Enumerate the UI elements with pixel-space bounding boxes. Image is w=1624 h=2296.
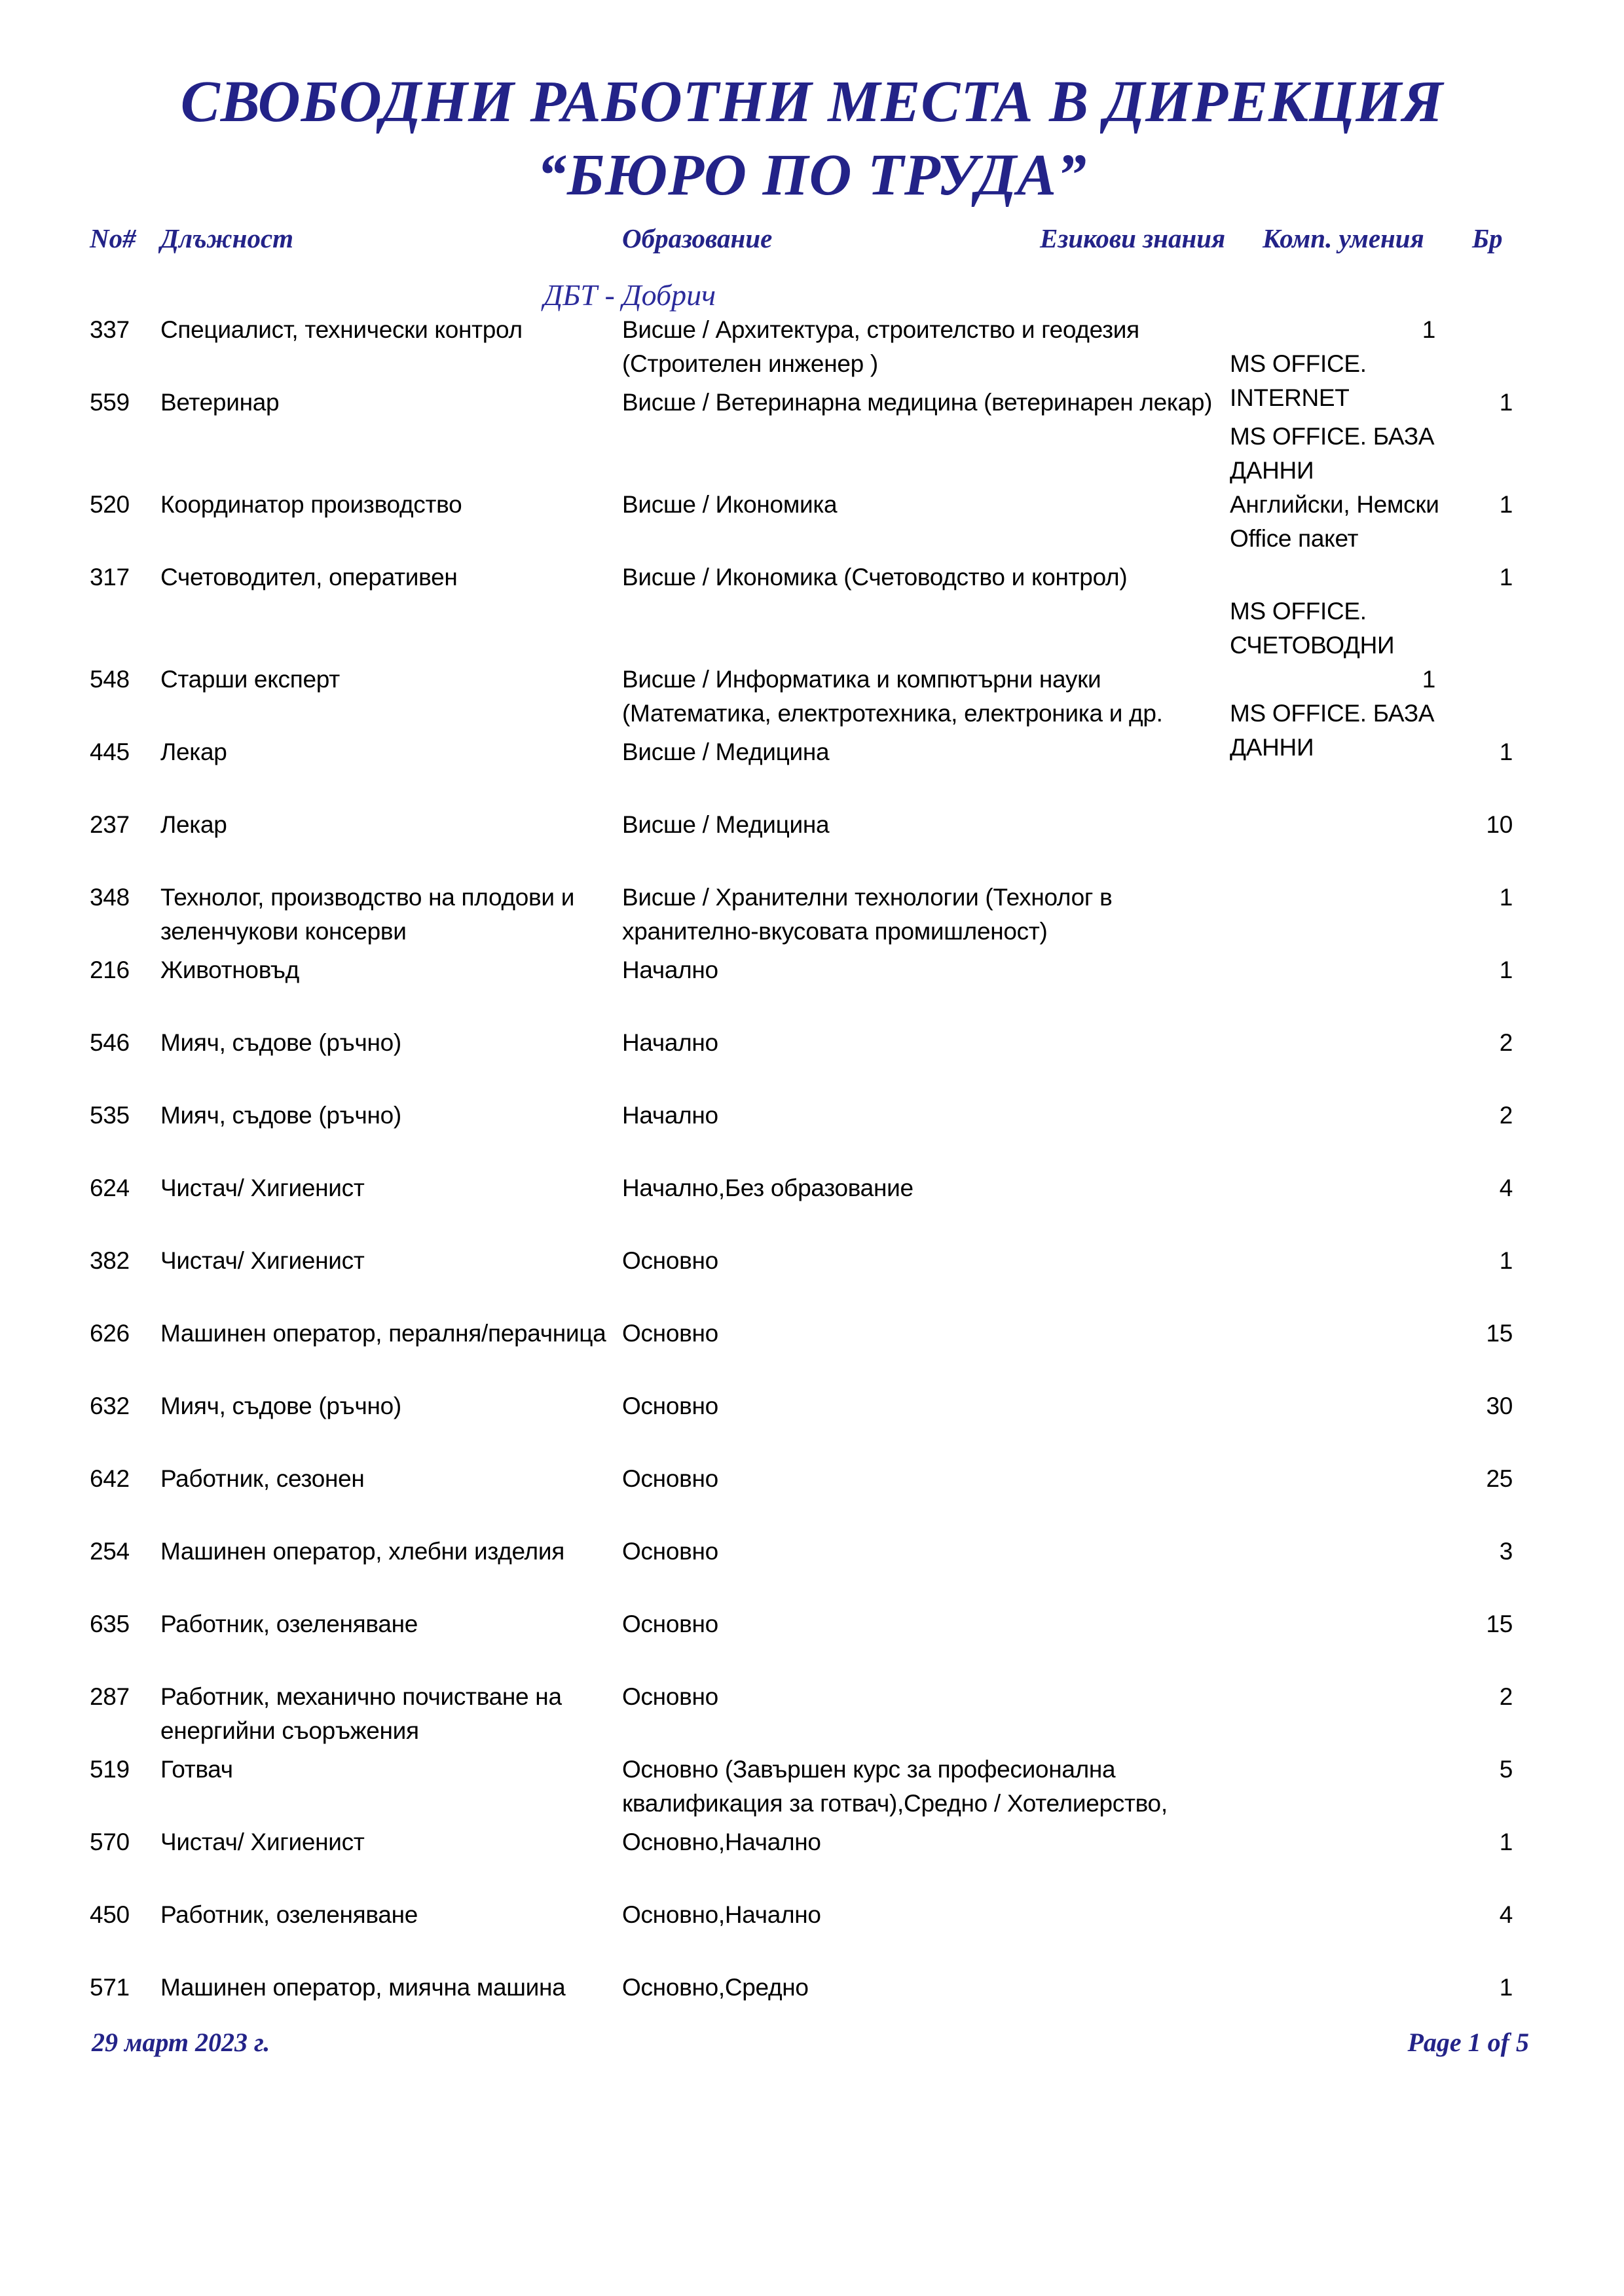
text-line: 624 [90,1175,130,1201]
row-position-cell [160,1026,622,1060]
table-row [90,560,1534,663]
column-header-education: Образование [622,223,773,253]
row-position-cell [160,1171,622,1205]
row-count-cell [1230,313,1457,347]
text-line: Чистач/ Хигиенист [160,1247,365,1274]
text-line: Мияч, съдове (ръчно) [160,1102,401,1129]
text-line: 450 [90,1901,130,1928]
text-line: Начално [622,1029,718,1056]
text-line: 1 [1499,957,1513,983]
text-line: Машинен оператор, хлебни изделия [160,1538,564,1565]
row-position-cell [160,953,622,987]
row-count-cell [1457,1099,1534,1133]
text-line: 1 [1499,738,1513,765]
row-number-cell [90,1026,160,1060]
column-header-count: Бр [1472,223,1503,253]
row-count-cell [1457,1971,1534,2005]
table-row [90,808,1534,881]
text-line: Основно [622,1247,718,1274]
text-line: 445 [90,738,130,765]
table-row [90,1825,1534,1898]
row-position-cell [160,735,622,769]
row-education-cell [622,1099,1230,1133]
row-count-cell [1457,1171,1534,1205]
row-education-cell [622,560,1230,594]
text-line: 2 [1499,1029,1513,1056]
row-count-cell [1457,808,1534,842]
row-position-cell [160,1607,622,1641]
text-line: 1 [1499,1829,1513,1855]
text-line: 1 [1499,1247,1513,1274]
text-line: MS OFFICE. БАЗА [1230,423,1435,450]
row-number-cell [90,1389,160,1423]
row-number-cell [90,1171,160,1205]
row-position-cell [160,1898,622,1932]
text-line: 2 [1499,1102,1513,1129]
text-line: Висше / Медицина [622,738,830,765]
text-line: 15 [1486,1611,1513,1637]
text-line: 548 [90,666,130,693]
row-education-cell [622,313,1230,381]
table-row [90,488,1534,560]
row-count-cell [1457,1825,1534,1859]
row-position-cell [160,1971,622,2005]
column-header-computer: Комп. умения [1263,223,1424,253]
table-row [90,1462,1534,1535]
row-number-cell [90,1317,160,1351]
text-line: Английски, Немски [1230,491,1439,518]
row-education-cell [622,1171,1230,1205]
text-line: 626 [90,1320,130,1347]
row-count-cell [1457,1389,1534,1423]
text-line: Основно,Начално [622,1901,821,1928]
text-line: 348 [90,884,130,911]
text-line: 635 [90,1611,130,1637]
table-row [90,1898,1534,1971]
table-row [90,1753,1534,1825]
row-number-cell [90,1099,160,1133]
row-number-cell [90,1680,160,1714]
row-education-cell [622,1462,1230,1496]
text-line: MS OFFICE. БАЗА [1230,700,1435,727]
row-number-cell [90,1753,160,1787]
row-education-cell [622,1244,1230,1278]
text-line: 1 [1499,564,1513,591]
row-count-cell [1457,488,1534,522]
text-line: MS OFFICE. [1230,350,1367,377]
row-education-cell [622,1607,1230,1641]
text-line: 632 [90,1393,130,1419]
table-row [90,735,1534,808]
text-line: 30 [1486,1393,1513,1419]
text-line: 571 [90,1974,130,2001]
text-line: Висше / Архитектура, строителство и геодезия [622,316,1139,343]
table-row [90,953,1534,1026]
table-row [90,1171,1534,1244]
row-education-cell [622,735,1230,769]
column-header-languages: Езикови знания [1040,223,1226,253]
row-education-cell [622,1680,1230,1714]
row-languages-computer-cell [1230,386,1457,488]
text-line: квалификация за готвач),Средно / Хотелиерство, [622,1790,1168,1817]
row-education-cell [622,1898,1230,1932]
table-header-row [90,223,1534,257]
row-number-cell [90,735,160,769]
row-position-cell [160,488,622,522]
text-line: 317 [90,564,130,591]
text-line: Чистач/ Хигиенист [160,1175,365,1201]
row-count-cell [1230,663,1457,697]
row-education-cell [622,488,1230,522]
text-line: (Строителен инженер ) [622,350,878,377]
row-count-cell [1457,1680,1534,1714]
text-line: Висше / Икономика [622,491,838,518]
text-line [1230,386,1457,420]
text-line: Работник, озеленяване [160,1611,418,1637]
row-position-cell [160,1535,622,1569]
text-line: Основно [622,1538,718,1565]
text-line: 254 [90,1538,130,1565]
row-position-cell [160,1099,622,1133]
row-position-cell [160,663,622,697]
table-row [90,1971,1534,2043]
text-line: енергийни съоръжения [160,1717,419,1744]
text-line: 1 [1499,1974,1513,2001]
table-row [90,1535,1534,1607]
table-row [90,1099,1534,1171]
row-count-cell [1457,386,1534,420]
text-line: 216 [90,957,130,983]
text-line: Мияч, съдове (ръчно) [160,1393,401,1419]
text-line: 1 [1422,316,1435,343]
text-line: 25 [1486,1465,1513,1492]
row-education-cell [622,1753,1230,1821]
row-number-cell [90,1244,160,1278]
text-line: Лекар [160,738,227,765]
text-line: Основно (Завършен курс за професионална [622,1756,1116,1783]
row-number-cell [90,1607,160,1641]
text-line: 535 [90,1102,130,1129]
row-position-cell [160,560,622,594]
text-line: Основно,Средно [622,1974,809,2001]
text-line: ДАННИ [1230,457,1314,484]
page-title-line1: СВОБОДНИ РАБОТНИ МЕСТА В ДИРЕКЦИЯ [180,69,1444,134]
text-line: Висше / Информатика и компютърни науки [622,666,1101,693]
row-education-cell [622,808,1230,842]
row-languages-computer-cell [1230,560,1457,663]
table-row [90,1389,1534,1462]
row-position-cell [160,1244,622,1278]
row-languages-computer-cell [1230,488,1457,556]
text-line: 3 [1499,1538,1513,1565]
text-line: 1 [1422,666,1435,693]
column-header-no: No# [90,223,136,253]
row-count-cell [1457,1607,1534,1641]
row-position-cell [160,1753,622,1787]
row-education-cell [622,1535,1230,1569]
row-position-cell [160,881,622,949]
row-count-cell [1457,560,1534,594]
row-position-cell [160,808,622,842]
text-line: Основно [622,1465,718,1492]
text-line: Висше / Ветеринарна медицина (ветеринарен лекар) [622,389,1213,416]
table-row [90,386,1534,488]
text-line: 15 [1486,1320,1513,1347]
text-line: Основно,Начално [622,1829,821,1855]
row-education-cell [622,386,1230,420]
row-count-cell [1457,1244,1534,1278]
row-count-cell [1457,1898,1534,1932]
text-line: Чистач/ Хигиенист [160,1829,365,1855]
row-number-cell [90,1462,160,1496]
row-number-cell [90,313,160,347]
row-number-cell [90,1535,160,1569]
section-title: ДБТ - Добрич [544,278,716,312]
text-line: 559 [90,389,130,416]
row-count-cell [1457,1026,1534,1060]
text-line: 337 [90,316,130,343]
table-row [90,1244,1534,1317]
row-count-cell [1457,1462,1534,1496]
text-line: (Математика, електротехника, електроника и др. [622,700,1163,727]
text-line [1230,560,1457,594]
text-line: Основно [622,1683,718,1710]
text-line: Начално [622,1102,718,1129]
text-line: Висше / Хранителни технологии (Технолог в [622,884,1113,911]
text-line: 642 [90,1465,130,1492]
row-education-cell [622,1825,1230,1859]
text-line: Машинен оператор, пералня/перачница [160,1320,606,1347]
footer-page-number: Page 1 of 5 [1407,2028,1529,2057]
text-line: ДАННИ [1230,734,1314,761]
text-line: Машинен оператор, миячна машина [160,1974,566,2001]
text-line: Висше / Медицина [622,811,830,838]
text-line: 570 [90,1829,130,1855]
text-line: СЧЕТОВОДНИ [1230,632,1395,659]
text-line: 237 [90,811,130,838]
row-position-cell [160,1462,622,1496]
text-line: Работник, сезонен [160,1465,365,1492]
row-position-cell [160,1825,622,1859]
text-line: 1 [1499,884,1513,911]
text-line: INTERNET [1230,384,1350,411]
text-line: Специалист, технически контрол [160,316,523,343]
row-number-cell [90,663,160,697]
row-count-cell [1457,881,1534,915]
text-line: 546 [90,1029,130,1056]
row-position-cell [160,1680,622,1748]
row-number-cell [90,1825,160,1859]
text-line: Основно [622,1393,718,1419]
row-education-cell [622,953,1230,987]
row-count-cell [1457,953,1534,987]
column-header-position: Длъжност [160,223,294,253]
table-row [90,1607,1534,1680]
text-line: 10 [1486,811,1513,838]
row-number-cell [90,881,160,915]
row-count-cell [1457,1535,1534,1569]
row-education-cell [622,881,1230,949]
text-line: Основно [622,1320,718,1347]
text-line: зеленчукови консерви [160,918,407,945]
row-education-cell [622,1317,1230,1351]
text-line: 287 [90,1683,130,1710]
page-title-line2: “БЮРО ПО ТРУДА” [536,143,1088,208]
row-number-cell [90,488,160,522]
table-row [90,881,1534,953]
row-number-cell [90,560,160,594]
text-line: MS OFFICE. [1230,598,1367,625]
row-count-cell [1457,1317,1534,1351]
text-line: Ветеринар [160,389,280,416]
text-line: 4 [1499,1175,1513,1201]
text-line: 1 [1499,389,1513,416]
text-line: Висше / Икономика (Счетоводство и контрол) [622,564,1128,591]
row-position-cell [160,313,622,347]
row-count-cell [1457,735,1534,769]
text-line: 5 [1499,1756,1513,1783]
text-line: Животновъд [160,957,299,983]
row-number-cell [90,953,160,987]
text-line: хранително-вкусовата промишленост) [622,918,1048,945]
text-line: 2 [1499,1683,1513,1710]
table-row [90,1680,1534,1753]
text-line: 382 [90,1247,130,1274]
text-line: Начално [622,957,718,983]
row-number-cell [90,1898,160,1932]
row-count-cell [1457,1753,1534,1787]
text-line: Мияч, съдове (ръчно) [160,1029,401,1056]
row-position-cell [160,1317,622,1351]
table-row [90,1317,1534,1389]
row-education-cell [622,1026,1230,1060]
text-line: Начално,Без образование [622,1175,913,1201]
text-line: Лекар [160,811,227,838]
row-number-cell [90,1971,160,2005]
page-title [0,65,1624,212]
text-line: Технолог, производство на плодови и [160,884,575,911]
text-line: Office пакет [1230,525,1359,552]
row-education-cell [622,1971,1230,2005]
text-line: 1 [1499,491,1513,518]
text-line: Готвач [160,1756,233,1783]
text-line: Работник, озеленяване [160,1901,418,1928]
row-number-cell [90,386,160,420]
text-line: 4 [1499,1901,1513,1928]
table-row [90,1026,1534,1099]
row-position-cell [160,1389,622,1423]
row-education-cell [622,1389,1230,1423]
footer-date: 29 март 2023 г. [92,2028,270,2057]
row-number-cell [90,808,160,842]
text-line: 519 [90,1756,130,1783]
text-line: Основно [622,1611,718,1637]
text-line: 520 [90,491,130,518]
row-position-cell [160,386,622,420]
table-body [90,313,1534,2043]
text-line: Счетоводител, оперативен [160,564,458,591]
row-education-cell [622,663,1230,731]
text-line: Работник, механично почистване на [160,1683,562,1710]
text-line: Старши експерт [160,666,340,693]
text-line: Координатор производство [160,491,462,518]
